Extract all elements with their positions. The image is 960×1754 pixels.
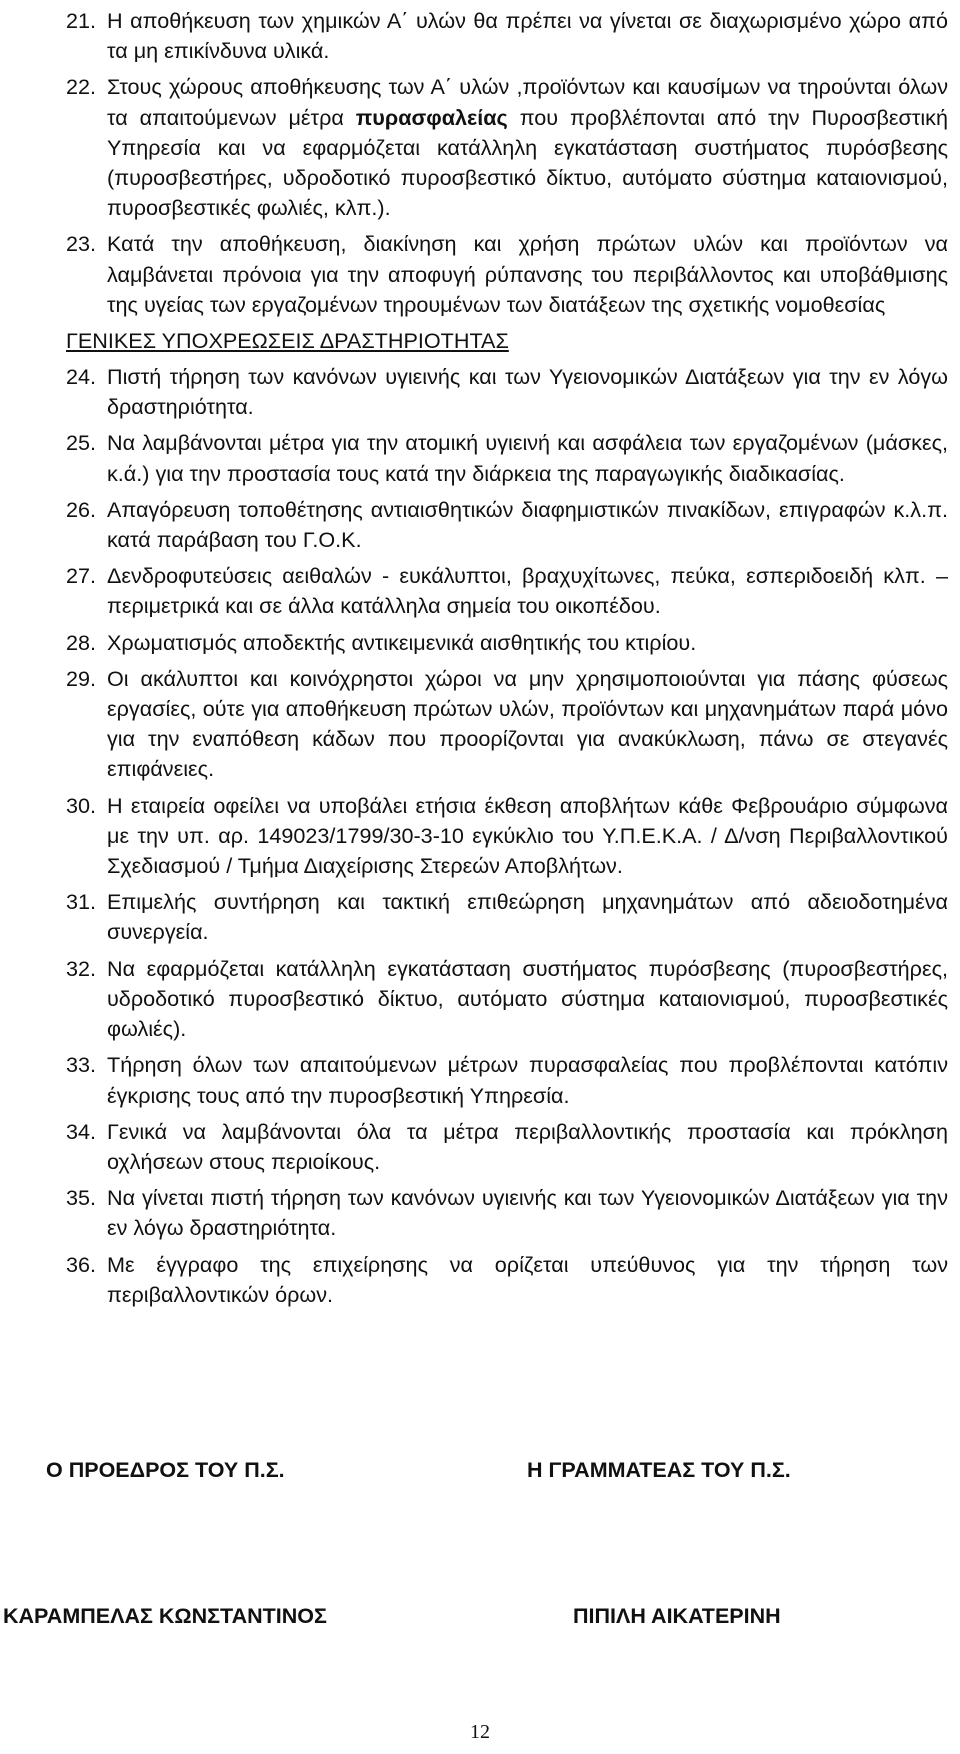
item-text: Δενδροφυτεύσεις αειθαλών - ευκάλυπτοι, βραχυχίτωνες, πεύκα, εσπεριδοειδή κλπ. – περιμετρικά και σε άλλα κατάλληλα σημεία του οικοπέδου. (107, 563, 948, 619)
item-text: Να εφαρμόζεται κατάλληλη εγκατάσταση συστήματος πυρόσβεσης (πυροσβεστήρες, υδροδοτικό πυροσβεστικό δίκτυο, αυτόματο σύστημα καταιονισμού, πυροσβεστικές φωλιές). (107, 955, 948, 1042)
item-text: Γενικά να λαμβάνονται όλα τα μέτρα περιβαλλοντικής προστασία και πρόκληση οχλήσεων στους περιοίκους. (107, 1118, 948, 1174)
item-number: 22. (66, 74, 97, 100)
item-number: 28. (66, 629, 97, 655)
item-number: 25. (66, 430, 97, 456)
item-number: 21. (66, 8, 97, 33)
item-number: 26. (66, 496, 97, 522)
item-text: Στους χώρους αποθήκευσης των Α΄ υλών ,προϊόντων και καυσίμων να τηρούνται όλων τα απαιτούμενων μέτρα (107, 74, 948, 130)
list-item (66, 954, 948, 1045)
list-item (66, 229, 948, 320)
list-item (66, 628, 948, 658)
item-text: Η εταιρεία οφείλει να υποβάλει ετήσια έκθεση αποβλήτων κάθε Φεβρουάριο σύμφωνα με την υπ. αρ. 149023/1799/30-3-10 εγκύκλιο του Υ.Π.Ε.Κ.Α. / Δ/νση Περιβαλλοντικού Σχεδιασμού / Τμήμα Διαχείρισης Στερεών Αποβλήτων. (107, 792, 948, 879)
list-item (66, 561, 948, 621)
item-text: Απαγόρευση τοποθέτησης αντιαισθητικών διαφημιστικών πινακίδων, επιγραφών κ.λ.π. κατά παράβαση του Γ.Ο.Κ. (107, 496, 948, 553)
page-number: 12 (470, 1721, 490, 1743)
item-text: Η αποθήκευση των χημικών Α΄ υλών θα πρέπει να γίνεται σε διαχωρισμένο χώρο από τα μη επικίνδυνα υλικά. (107, 8, 948, 64)
item-text: Να γίνεται πιστή τήρηση των κανόνων υγιεινής και των Υγειονομικών Διατάξεων για την εν λόγω δραστηριότητα. (107, 1185, 948, 1241)
secretary-name: ΠΙΠΙΛΗ ΑΙΚΑΤΕΡΙΝΗ (573, 1604, 781, 1628)
item-text: Οι ακάλυπτοι και κοινόχρηστοι χώροι να μην χρησιμοποιούνται για πάσης φύσεως εργασίες, ούτε για αποθήκευση πρώτων υλών, προϊόντων και μηχανημάτων παρά μόνο για την εναπόθεση κάδων που προορίζονται για ανακύκλωση, πάνω σε στεγανές επιφάνειες. (107, 665, 948, 782)
list-item (66, 72, 948, 223)
item-number: 33. (66, 1052, 97, 1078)
item-text: Τήρηση όλων των απαιτούμενων μέτρων πυρασφαλείας που προβλέπονται κατόπιν έγκρισης τους από την πυροσβεστική Υπηρεσία. (107, 1052, 948, 1108)
list-item (66, 791, 948, 882)
list-item (66, 1250, 948, 1310)
item-text: Με έγγραφο της επιχείρησης να ορίζεται υπεύθυνος για την τήρηση των περιβαλλοντικών όρων. (107, 1251, 948, 1307)
item-text: που προβλέπονται από την Πυροσβεστική Υπηρεσία και να εφαρμόζεται κατάλληλη εγκατάσταση συστήματος πυρόσβεσης (πυροσβεστήρες, υδροδοτικό πυροσβεστικό δίκτυο, αυτόματο σύστημα καταιονισμού, πυροσβεστικές φωλιές, κλπ.). (107, 104, 948, 221)
list-item (66, 428, 948, 488)
item-number: 23. (66, 231, 97, 257)
list-item (66, 664, 948, 785)
president-name: ΚΑΡΑΜΠΕΛΑΣ ΚΩΝΣΤΑΝΤΙΝΟΣ (3, 1604, 327, 1628)
conditions-list (66, 6, 948, 1316)
item-number: 24. (66, 364, 97, 390)
list-item (66, 887, 948, 947)
secretary-title: Η ΓΡΑΜΜΑΤΕΑΣ ΤΟΥ Π.Σ. (527, 1458, 791, 1482)
list-item (66, 1050, 948, 1110)
item-number: 31. (66, 889, 97, 915)
item-number: 35. (66, 1185, 97, 1211)
item-number: 36. (66, 1251, 97, 1277)
president-title: Ο ΠΡΟΕΔΡΟΣ ΤΟΥ Π.Σ. (46, 1458, 285, 1482)
list-item (66, 6, 948, 66)
list-item (66, 495, 948, 555)
section-heading: ΓΕΝΙΚΕΣ ΥΠΟΧΡΕΩΣΕΙΣ ΔΡΑΣΤΗΡΙΟΤΗΤΑΣ (66, 328, 509, 354)
list-item (66, 1117, 948, 1177)
list-item (66, 362, 948, 422)
item-number: 34. (66, 1118, 97, 1144)
item-number: 27. (66, 563, 97, 589)
item-text: Πιστή τήρηση των κανόνων υγιεινής και των Υγειονομικών Διατάξεων για την εν λόγω δραστηριότητα. (107, 364, 948, 420)
item-number: 32. (66, 955, 97, 981)
item-text: Χρωματισμός αποδεκτής αντικειμενικά αισθητικής του κτιρίου. (107, 629, 697, 655)
list-item (66, 1183, 948, 1243)
item-text: Κατά την αποθήκευση, διακίνηση και χρήση πρώτων υλών και προϊόντων να λαμβάνεται πρόνοια για την αποφυγή ρύπανσης του περιβάλλοντος και υποβάθμισης της υγείας των εργαζομένων τηρουμένων των διατάξεων της σχετικής νομοθεσίας (107, 231, 948, 317)
item-text: Να λαμβάνονται μέτρα για την ατομική υγιεινή και ασφάλεια των εργαζομένων (μάσκες, κ.ά.) για την προστασία τους κατά την διάρκεια της παραγωγικής διαδικασίας. (107, 430, 948, 486)
emphasized-text: πυρασφαλείας (355, 104, 508, 130)
item-number: 30. (66, 792, 97, 818)
item-text: Επιμελής συντήρηση και τακτική επιθεώρηση μηχανημάτων από αδειοδοτημένα συνεργεία. (107, 889, 948, 945)
item-number: 29. (66, 665, 97, 691)
